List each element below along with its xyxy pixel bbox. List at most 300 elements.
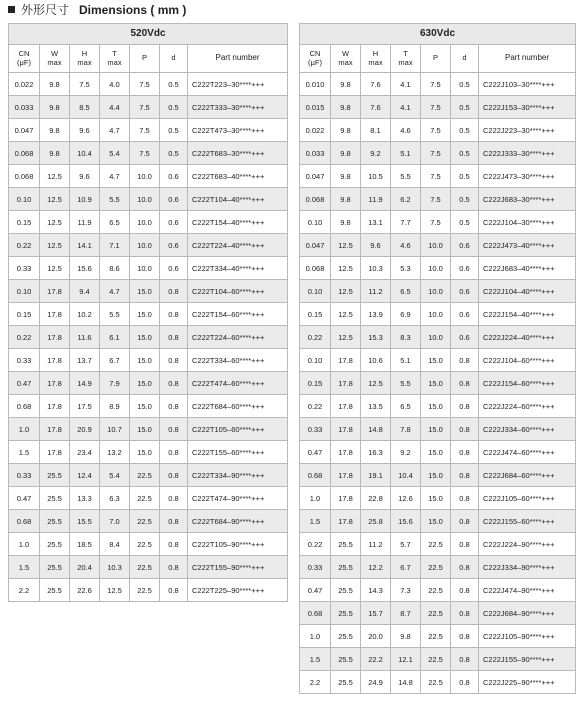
- cell-capacitance: 0.047: [300, 165, 331, 188]
- cell-pitch: 22.5: [421, 671, 451, 694]
- cell-height: 16.3: [361, 441, 391, 464]
- table-row: [300, 625, 576, 648]
- cell-pitch: 7.5: [421, 165, 451, 188]
- cell-width: 17.8: [331, 487, 361, 510]
- cell-capacitance: 0.10: [300, 280, 331, 303]
- cell-lead-diameter: 0.6: [451, 234, 479, 257]
- cell-pitch: 22.5: [130, 464, 160, 487]
- cell-capacitance: 1.5: [9, 441, 40, 464]
- cell-pitch: 10.0: [421, 303, 451, 326]
- col-part-number: Part number: [479, 45, 576, 73]
- cell-lead-diameter: 0.8: [451, 464, 479, 487]
- table-row: [9, 303, 288, 326]
- cell-part-number: C222T154–60****+++: [188, 303, 288, 326]
- table-row: [300, 648, 576, 671]
- cell-part-number: C222T223–30****+++: [188, 73, 288, 96]
- cell-width: 17.8: [40, 372, 70, 395]
- table-row: [300, 602, 576, 625]
- col-d: d: [451, 45, 479, 73]
- cell-capacitance: 0.22: [300, 533, 331, 556]
- cell-capacitance: 0.15: [9, 303, 40, 326]
- cell-capacitance: 0.068: [9, 165, 40, 188]
- cell-height: 20.0: [361, 625, 391, 648]
- cell-lead-diameter: 0.8: [160, 464, 188, 487]
- cell-width: 25.5: [40, 556, 70, 579]
- cell-thickness: 5.5: [391, 372, 421, 395]
- bullet-square-icon: [8, 6, 15, 13]
- cell-width: 12.5: [331, 234, 361, 257]
- cell-part-number: C222J683–30****+++: [479, 188, 576, 211]
- cell-pitch: 10.0: [421, 280, 451, 303]
- cell-capacitance: 1.0: [9, 533, 40, 556]
- cell-thickness: 4.1: [391, 73, 421, 96]
- col-cn-unit: (μF): [308, 57, 322, 67]
- voltage-header: 520Vdc: [9, 24, 288, 45]
- cell-lead-diameter: 0.8: [160, 487, 188, 510]
- cell-capacitance: 0.15: [300, 303, 331, 326]
- cell-lead-diameter: 0.8: [160, 441, 188, 464]
- cell-part-number: C222J153–30****+++: [479, 96, 576, 119]
- cell-capacitance: 2.2: [9, 579, 40, 602]
- cell-width: 9.8: [331, 73, 361, 96]
- cell-thickness: 7.8: [391, 418, 421, 441]
- cell-pitch: 10.0: [421, 326, 451, 349]
- cell-width: 17.8: [40, 418, 70, 441]
- cell-height: 22.6: [70, 579, 100, 602]
- cell-width: 25.5: [331, 625, 361, 648]
- cell-lead-diameter: 0.8: [451, 418, 479, 441]
- table-row: [300, 303, 576, 326]
- cell-lead-diameter: 0.8: [451, 372, 479, 395]
- cell-lead-diameter: 0.5: [451, 211, 479, 234]
- cell-width: 17.8: [331, 372, 361, 395]
- col-d: d: [160, 45, 188, 73]
- cell-lead-diameter: 0.8: [451, 395, 479, 418]
- cell-thickness: 5.1: [391, 349, 421, 372]
- cell-width: 9.8: [331, 165, 361, 188]
- col-p: P: [130, 45, 160, 73]
- table-body: [9, 73, 288, 602]
- cell-height: 10.9: [70, 188, 100, 211]
- cell-part-number: C222J474–60****+++: [479, 441, 576, 464]
- table-row: [300, 510, 576, 533]
- cell-lead-diameter: 0.6: [451, 326, 479, 349]
- cell-width: 17.8: [40, 303, 70, 326]
- cell-capacitance: 0.22: [9, 234, 40, 257]
- cell-capacitance: 0.33: [300, 556, 331, 579]
- cell-part-number: C222T224–40****+++: [188, 234, 288, 257]
- cell-part-number: C222T224–60****+++: [188, 326, 288, 349]
- table-row: [300, 96, 576, 119]
- table-row: [9, 188, 288, 211]
- col-w-max: max: [338, 57, 353, 67]
- cell-pitch: 15.0: [421, 464, 451, 487]
- table-row: [9, 395, 288, 418]
- cell-height: 9.6: [361, 234, 391, 257]
- section-title: [8, 2, 186, 18]
- table-row: [300, 234, 576, 257]
- cell-thickness: 4.6: [391, 119, 421, 142]
- cell-thickness: 13.2: [100, 441, 130, 464]
- cell-thickness: 12.5: [100, 579, 130, 602]
- cell-thickness: 6.3: [100, 487, 130, 510]
- cell-capacitance: 1.0: [9, 418, 40, 441]
- cell-thickness: 10.3: [100, 556, 130, 579]
- cell-height: 14.9: [70, 372, 100, 395]
- cell-part-number: C222T105–90****+++: [188, 533, 288, 556]
- cell-lead-diameter: 0.8: [160, 395, 188, 418]
- cell-height: 15.7: [361, 602, 391, 625]
- table-row: [300, 372, 576, 395]
- table-row: [300, 395, 576, 418]
- table-row: [9, 142, 288, 165]
- cell-height: 10.3: [361, 257, 391, 280]
- cell-part-number: C222J103–30****+++: [479, 73, 576, 96]
- cell-width: 17.8: [331, 441, 361, 464]
- cell-width: 9.8: [331, 142, 361, 165]
- cell-part-number: C222T684–60****+++: [188, 395, 288, 418]
- cell-capacitance: 1.5: [300, 510, 331, 533]
- table-row: [9, 441, 288, 464]
- cell-part-number: C222J224–40****+++: [479, 326, 576, 349]
- cell-height: 8.1: [361, 119, 391, 142]
- cell-part-number: C222J225–90****+++: [479, 671, 576, 694]
- col-h-max: max: [368, 57, 383, 67]
- cell-part-number: C222T154–40****+++: [188, 211, 288, 234]
- cell-height: 10.4: [70, 142, 100, 165]
- cell-part-number: C222J334–90****+++: [479, 556, 576, 579]
- cell-pitch: 15.0: [421, 510, 451, 533]
- cell-width: 9.8: [40, 142, 70, 165]
- cell-part-number: C222J105–60****+++: [479, 487, 576, 510]
- cell-lead-diameter: 0.6: [451, 303, 479, 326]
- cell-lead-diameter: 0.8: [160, 280, 188, 303]
- table-row: [300, 73, 576, 96]
- cell-pitch: 15.0: [421, 395, 451, 418]
- cell-width: 17.8: [331, 418, 361, 441]
- cell-pitch: 15.0: [130, 326, 160, 349]
- cell-part-number: C222T683–40****+++: [188, 165, 288, 188]
- cell-capacitance: 0.47: [9, 372, 40, 395]
- cell-lead-diameter: 0.5: [451, 142, 479, 165]
- col-h: [70, 45, 100, 73]
- cell-height: 23.4: [70, 441, 100, 464]
- col-w-label: W: [50, 49, 59, 58]
- cell-capacitance: 0.33: [9, 349, 40, 372]
- cell-width: 9.8: [331, 211, 361, 234]
- cell-height: 13.9: [361, 303, 391, 326]
- cell-capacitance: 1.0: [300, 487, 331, 510]
- cell-height: 12.2: [361, 556, 391, 579]
- col-cn: [300, 45, 331, 73]
- cell-pitch: 22.5: [421, 579, 451, 602]
- table-row: [300, 533, 576, 556]
- cell-capacitance: 0.68: [300, 464, 331, 487]
- cell-thickness: 6.5: [391, 395, 421, 418]
- cell-pitch: 10.0: [130, 165, 160, 188]
- cell-lead-diameter: 0.8: [160, 533, 188, 556]
- cell-height: 18.5: [70, 533, 100, 556]
- cell-width: 17.8: [40, 326, 70, 349]
- cell-pitch: 15.0: [130, 441, 160, 464]
- cell-width: 12.5: [40, 211, 70, 234]
- cell-thickness: 12.1: [391, 648, 421, 671]
- cell-capacitance: 0.015: [300, 96, 331, 119]
- table-row: [300, 165, 576, 188]
- col-w-max: max: [47, 57, 62, 67]
- cell-height: 20.9: [70, 418, 100, 441]
- cell-lead-diameter: 0.6: [451, 280, 479, 303]
- cell-pitch: 22.5: [421, 648, 451, 671]
- cell-width: 17.8: [40, 349, 70, 372]
- cell-capacitance: 0.068: [300, 188, 331, 211]
- cell-lead-diameter: 0.8: [451, 556, 479, 579]
- cell-height: 8.5: [70, 96, 100, 119]
- table-row: [300, 326, 576, 349]
- table-row: [9, 119, 288, 142]
- table-row: [300, 487, 576, 510]
- col-t-max: max: [398, 57, 413, 67]
- table-row: [9, 556, 288, 579]
- cell-height: 14.1: [70, 234, 100, 257]
- cell-pitch: 15.0: [130, 349, 160, 372]
- cell-width: 17.8: [331, 395, 361, 418]
- table-body: [300, 73, 576, 694]
- cell-width: 25.5: [40, 487, 70, 510]
- cell-width: 25.5: [331, 556, 361, 579]
- cell-lead-diameter: 0.8: [451, 441, 479, 464]
- cell-pitch: 22.5: [130, 533, 160, 556]
- cell-part-number: C222T104–40****+++: [188, 188, 288, 211]
- cell-lead-diameter: 0.8: [160, 556, 188, 579]
- cell-thickness: 6.5: [391, 280, 421, 303]
- cell-part-number: C222T333–30****+++: [188, 96, 288, 119]
- cell-capacitance: 0.022: [300, 119, 331, 142]
- cell-capacitance: 0.15: [9, 211, 40, 234]
- cell-capacitance: 0.10: [300, 211, 331, 234]
- cell-pitch: 10.0: [130, 234, 160, 257]
- voltage-header: 630Vdc: [300, 24, 576, 45]
- cell-thickness: 9.8: [391, 625, 421, 648]
- cell-width: 25.5: [40, 464, 70, 487]
- cell-pitch: 15.0: [421, 487, 451, 510]
- cell-capacitance: 0.22: [300, 326, 331, 349]
- cell-part-number: C222T474–60****+++: [188, 372, 288, 395]
- table-row: [9, 73, 288, 96]
- table-row: [300, 418, 576, 441]
- cell-thickness: 7.7: [391, 211, 421, 234]
- table-row: [9, 280, 288, 303]
- cell-part-number: C222T334–40****+++: [188, 257, 288, 280]
- cell-thickness: 8.9: [100, 395, 130, 418]
- cell-capacitance: 0.22: [300, 395, 331, 418]
- cell-lead-diameter: 0.8: [451, 602, 479, 625]
- cell-width: 17.8: [40, 441, 70, 464]
- cell-width: 17.8: [40, 395, 70, 418]
- cell-capacitance: 0.047: [9, 119, 40, 142]
- cell-height: 11.9: [361, 188, 391, 211]
- cell-height: 20.4: [70, 556, 100, 579]
- col-cn: [9, 45, 40, 73]
- cell-pitch: 7.5: [130, 119, 160, 142]
- cell-capacitance: 0.47: [300, 441, 331, 464]
- cell-part-number: C222J334–60****+++: [479, 418, 576, 441]
- cell-height: 11.2: [361, 280, 391, 303]
- cell-height: 11.9: [70, 211, 100, 234]
- cell-capacitance: 0.33: [9, 464, 40, 487]
- cell-capacitance: 0.068: [9, 142, 40, 165]
- cell-lead-diameter: 0.8: [451, 579, 479, 602]
- cell-height: 10.5: [361, 165, 391, 188]
- cell-width: 17.8: [331, 349, 361, 372]
- cell-capacitance: 1.5: [300, 648, 331, 671]
- cell-part-number: C222J154–40****+++: [479, 303, 576, 326]
- cell-capacitance: 0.10: [300, 349, 331, 372]
- cell-width: 12.5: [331, 280, 361, 303]
- dimensions-table-520vdc: [8, 23, 288, 602]
- cell-thickness: 7.0: [100, 510, 130, 533]
- cell-pitch: 22.5: [130, 579, 160, 602]
- cell-part-number: C222T155–90****+++: [188, 556, 288, 579]
- cell-width: 17.8: [331, 510, 361, 533]
- cell-pitch: 22.5: [130, 556, 160, 579]
- cell-height: 13.1: [361, 211, 391, 234]
- cell-part-number: C222J474–90****+++: [479, 579, 576, 602]
- cell-lead-diameter: 0.6: [160, 257, 188, 280]
- cell-thickness: 8.4: [100, 533, 130, 556]
- cell-pitch: 15.0: [421, 418, 451, 441]
- cell-lead-diameter: 0.5: [451, 188, 479, 211]
- cell-height: 25.8: [361, 510, 391, 533]
- cell-thickness: 4.7: [100, 165, 130, 188]
- col-cn-unit: (μF): [17, 57, 31, 67]
- cell-width: 17.8: [40, 280, 70, 303]
- cell-pitch: 7.5: [421, 73, 451, 96]
- cell-lead-diameter: 0.8: [160, 510, 188, 533]
- cell-pitch: 15.0: [130, 395, 160, 418]
- cell-height: 7.6: [361, 73, 391, 96]
- cell-capacitance: 0.033: [300, 142, 331, 165]
- col-w-label: W: [341, 49, 350, 58]
- cell-pitch: 15.0: [130, 280, 160, 303]
- cell-pitch: 7.5: [130, 96, 160, 119]
- col-w: [40, 45, 70, 73]
- cell-pitch: 7.5: [130, 142, 160, 165]
- cell-width: 12.5: [40, 234, 70, 257]
- cell-lead-diameter: 0.5: [451, 119, 479, 142]
- cell-pitch: 7.5: [421, 211, 451, 234]
- table-row: [9, 234, 288, 257]
- cell-thickness: 4.7: [100, 119, 130, 142]
- cell-lead-diameter: 0.5: [451, 96, 479, 119]
- table-row: [9, 533, 288, 556]
- cell-thickness: 12.6: [391, 487, 421, 510]
- cell-lead-diameter: 0.8: [451, 533, 479, 556]
- col-w: [331, 45, 361, 73]
- cell-capacitance: 0.47: [300, 579, 331, 602]
- col-h-label: H: [81, 49, 88, 58]
- cell-width: 25.5: [40, 510, 70, 533]
- cell-part-number: C222T334–60****+++: [188, 349, 288, 372]
- cell-thickness: 4.1: [391, 96, 421, 119]
- cell-part-number: C222J154–60****+++: [479, 372, 576, 395]
- title-unit: ( mm ): [150, 3, 187, 17]
- cell-pitch: 7.5: [421, 119, 451, 142]
- cell-pitch: 10.0: [421, 234, 451, 257]
- col-t-label: T: [112, 49, 117, 58]
- cell-pitch: 7.5: [421, 188, 451, 211]
- cell-width: 9.8: [40, 73, 70, 96]
- cell-capacitance: 0.15: [300, 372, 331, 395]
- cell-width: 25.5: [331, 602, 361, 625]
- cell-part-number: C222J473–30****+++: [479, 165, 576, 188]
- table-row: [9, 372, 288, 395]
- cell-capacitance: 0.68: [300, 602, 331, 625]
- cell-part-number: C222T155–60****+++: [188, 441, 288, 464]
- cell-height: 19.1: [361, 464, 391, 487]
- cell-pitch: 22.5: [130, 487, 160, 510]
- cell-lead-diameter: 0.8: [451, 510, 479, 533]
- cell-lead-diameter: 0.8: [160, 303, 188, 326]
- cell-pitch: 22.5: [421, 556, 451, 579]
- cell-width: 17.8: [331, 464, 361, 487]
- cell-capacitance: 0.68: [9, 395, 40, 418]
- cell-width: 25.5: [331, 579, 361, 602]
- title-chinese: 外形尺寸: [21, 3, 70, 17]
- cell-thickness: 9.2: [391, 441, 421, 464]
- cell-thickness: 5.7: [391, 533, 421, 556]
- cell-part-number: C222J104–60****+++: [479, 349, 576, 372]
- table-row: [9, 464, 288, 487]
- table-row: [300, 579, 576, 602]
- cell-height: 13.3: [70, 487, 100, 510]
- cell-height: 22.2: [361, 648, 391, 671]
- cell-capacitance: 0.10: [9, 188, 40, 211]
- cell-thickness: 6.7: [391, 556, 421, 579]
- cell-thickness: 4.4: [100, 96, 130, 119]
- cell-thickness: 5.4: [100, 464, 130, 487]
- table-row: [300, 211, 576, 234]
- cell-height: 15.5: [70, 510, 100, 533]
- table-row: [9, 510, 288, 533]
- table-row: [300, 441, 576, 464]
- cell-height: 7.6: [361, 96, 391, 119]
- table-row: [300, 142, 576, 165]
- cell-lead-diameter: 0.6: [160, 165, 188, 188]
- cell-height: 11.6: [70, 326, 100, 349]
- cell-height: 10.6: [361, 349, 391, 372]
- table-row: [300, 188, 576, 211]
- cell-width: 12.5: [40, 165, 70, 188]
- cell-part-number: C222T104–60****+++: [188, 280, 288, 303]
- cell-lead-diameter: 0.8: [451, 625, 479, 648]
- cell-pitch: 15.0: [421, 372, 451, 395]
- cell-part-number: C222J223–30****+++: [479, 119, 576, 142]
- cell-height: 7.5: [70, 73, 100, 96]
- cell-part-number: C222J473–40****+++: [479, 234, 576, 257]
- cell-height: 10.2: [70, 303, 100, 326]
- table-row: [9, 487, 288, 510]
- col-part-number: Part number: [188, 45, 288, 73]
- cell-part-number: C222T334–90****+++: [188, 464, 288, 487]
- cell-lead-diameter: 0.5: [451, 73, 479, 96]
- cell-part-number: C222T684–90****+++: [188, 510, 288, 533]
- cell-thickness: 8.7: [391, 602, 421, 625]
- cell-thickness: 10.4: [391, 464, 421, 487]
- cell-part-number: C222T473–30****+++: [188, 119, 288, 142]
- cell-capacitance: 0.22: [9, 326, 40, 349]
- cell-part-number: C222J684–90****+++: [479, 602, 576, 625]
